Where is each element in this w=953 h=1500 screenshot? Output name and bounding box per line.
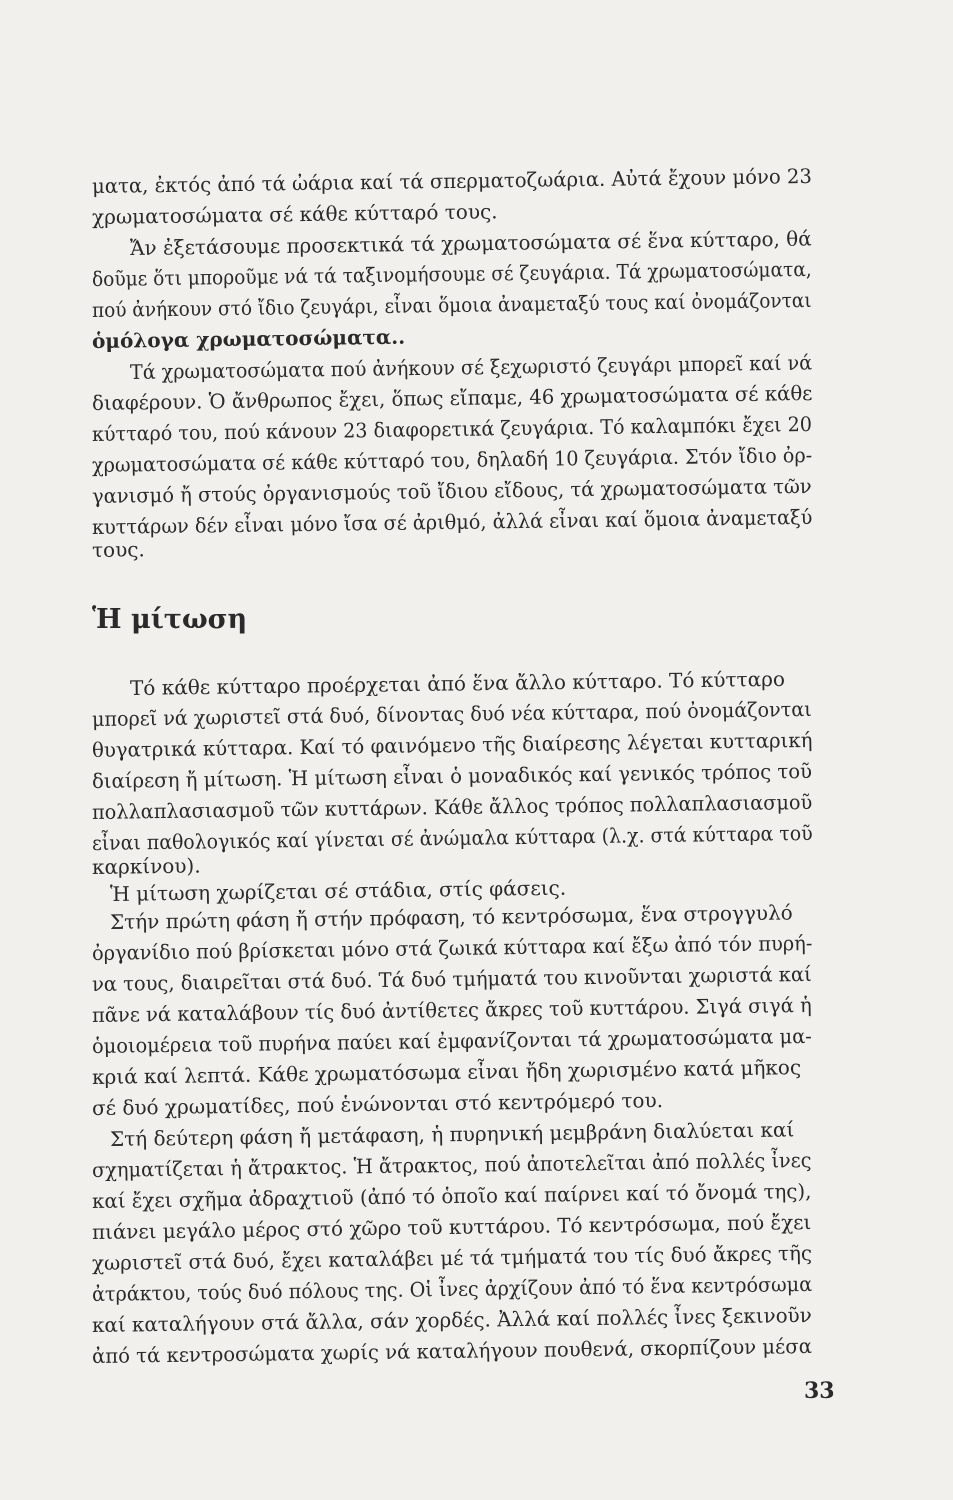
text-line: μπορεῖ νά χωριστεῖ στά δυό, δίνοντας δυό νέα κύτταρα, πού ὀνομάζονται: [91, 696, 812, 731]
text-line: πᾶνε νά καταλάβουν τίς δυό ἀντίθετες ἄκρες τοῦ κυττάρου. Σιγά σιγά ἡ: [91, 992, 812, 1027]
text-line: ματα, ἐκτός ἀπό τά ὠάρια καί τά σπερματοζωάρια. Αὐτά ἔχουν μόνο 23: [91, 163, 813, 198]
text-line: Ἡ μίτωση χωρίζεται σέ στάδια, στίς φάσεις.: [109, 875, 567, 906]
page-number: 33: [804, 1378, 835, 1404]
text-line: ἀτράκτου, τούς δυό πόλους της. Οἱ ἶνες ἀρχίζουν ἀπό τό ἕνα κεντρόσωμα: [91, 1271, 813, 1306]
text-line: σχηματίζεται ἡ ἄτρακτος. Ἡ ἄτρακτος, πού ἀποτελεῖται ἀπό πολλές ἶνες: [91, 1147, 812, 1182]
text-line: ἀπό τά κεντροσώματα χωρίς νά καταλήγουν πουθενά, σκορπίζουν μέσα: [91, 1333, 813, 1368]
text-line: τους.: [91, 537, 145, 562]
text-line: ὁμόλογα χρωματοσώματα..: [91, 324, 406, 353]
text-line: πολλαπλασιασμοῦ τῶν κυττάρων. Κάθε ἄλλος τρόπος πολλαπλασιασμοῦ: [91, 789, 813, 824]
text-line: κυττάρων δέν εἶναι μόνο ἴσα σέ ἀριθμό, ἀλλά εἶναι καί ὅμοια ἀναμεταξύ: [91, 504, 813, 539]
text-line: να τους, διαιρεῖται στά δυό. Τά δυό τμήματά του κινοῦνται χωριστά καί: [91, 961, 812, 996]
text-line: κριά καί λεπτά. Κάθε χρωματόσωμα εἶναι ἤδη χωρισμένο κατά μῆκος: [91, 1055, 802, 1089]
text-line: δοῦμε ὅτι μποροῦμε νά τά ταξινομήσουμε σέ ζευγάρια. Τά χρωματοσώματα,: [91, 256, 812, 291]
text-line: κύτταρό του, πού κάνουν 23 διαφορετικά ζευγάρια. Τό καλαμπόκι ἔχει 20: [91, 411, 813, 446]
text-line: χρωματοσώματα σέ κάθε κύτταρό του, δηλαδή 10 ζευγάρια. Στόν ἴδιο ὀρ-: [91, 442, 813, 477]
text-line: σέ δυό χρωματίδες, πού ἑνώνονται στό κεντρόμερό του.: [91, 1088, 664, 1120]
text-line: εἶναι παθολογικός καί γίνεται σέ ἀνώμαλα κύτταρα (λ.χ. στά κύτταρα τοῦ: [91, 820, 813, 855]
text-line: ὀργανίδιο πού βρίσκεται μόνο στά ζωικά κύτταρα καί ἔξω ἀπό τόν πυρή-: [91, 930, 813, 965]
text-line: θυγατρικά κύτταρα. Καί τό φαινόμενο τῆς διαίρεσης λέγεται κυτταρική: [91, 727, 813, 762]
text-line: Στήν πρώτη φάση ἤ στήν πρόφαση, τό κεντρόσωμα, ἕνα στρογγυλό: [109, 900, 793, 934]
text-line: γανισμό ἤ στούς ὀργανισμούς τοῦ ἴδιου εἴδους, τά χρωματοσώματα τῶν: [91, 473, 812, 508]
text-line: χρωματοσώματα σέ κάθε κύτταρό τους.: [91, 199, 498, 229]
text-line: Στή δεύτερη φάση ἤ μετάφαση, ἡ πυρηνική μεμβράνη διαλύεται καί: [109, 1117, 795, 1151]
section-heading: Ἡ μίτωση: [92, 604, 248, 635]
text-line: ὁμοιομέρεια τοῦ πυρήνα παύει καί ἐμφανίζονται τά χρωματοσώματα μα-: [91, 1023, 812, 1058]
text-line: πού ἀνήκουν στό ἴδιο ζευγάρι, εἶναι ὅμοια ἀναμεταξύ τους καί ὀνομάζονται: [91, 287, 812, 322]
text-line: χωριστεῖ στά δυό, ἔχει καταλάβει μέ τά τμήματά του τίς δυό ἄκρες τῆς: [91, 1240, 813, 1275]
text-line: Τά χρωματοσώματα πού ἀνήκουν σέ ξεχωριστό ζευγάρι μπορεῖ καί νά: [129, 350, 813, 384]
text-line: Ἄν ἐξετάσουμε προσεκτικά τά χρωματοσώματα σέ ἕνα κύτταρο, θά: [129, 226, 812, 260]
text-line: καρκίνου).: [91, 853, 201, 879]
text-line: διαίρεση ἤ μίτωση. Ἡ μίτωση εἶναι ὁ μοναδικός καί γενικός τρόπος τοῦ: [91, 758, 813, 793]
text-line: καί καταλήγουν στά ἄλλα, σάν χορδές. Ἀλλά καί πολλές ἶνες ξεκινοῦν: [91, 1302, 812, 1337]
text-line: διαφέρουν. Ὁ ἄνθρωπος ἔχει, ὅπως εἴπαμε, 46 χρωματοσώματα σέ κάθε: [91, 380, 813, 415]
text-line: πιάνει μεγάλο μέρος στό χῶρο τοῦ κυττάρου. Τό κεντρόσωμα, πού ἔχει: [91, 1209, 812, 1244]
text-line: Τό κάθε κύτταρο προέρχεται ἀπό ἕνα ἄλλο κύτταρο. Τό κύτταρο: [129, 666, 786, 700]
text-line: καί ἔχει σχῆμα ἀδραχτιοῦ (ἀπό τό ὁποῖο καί παίρνει καί τό ὄνομά της),: [91, 1178, 812, 1213]
